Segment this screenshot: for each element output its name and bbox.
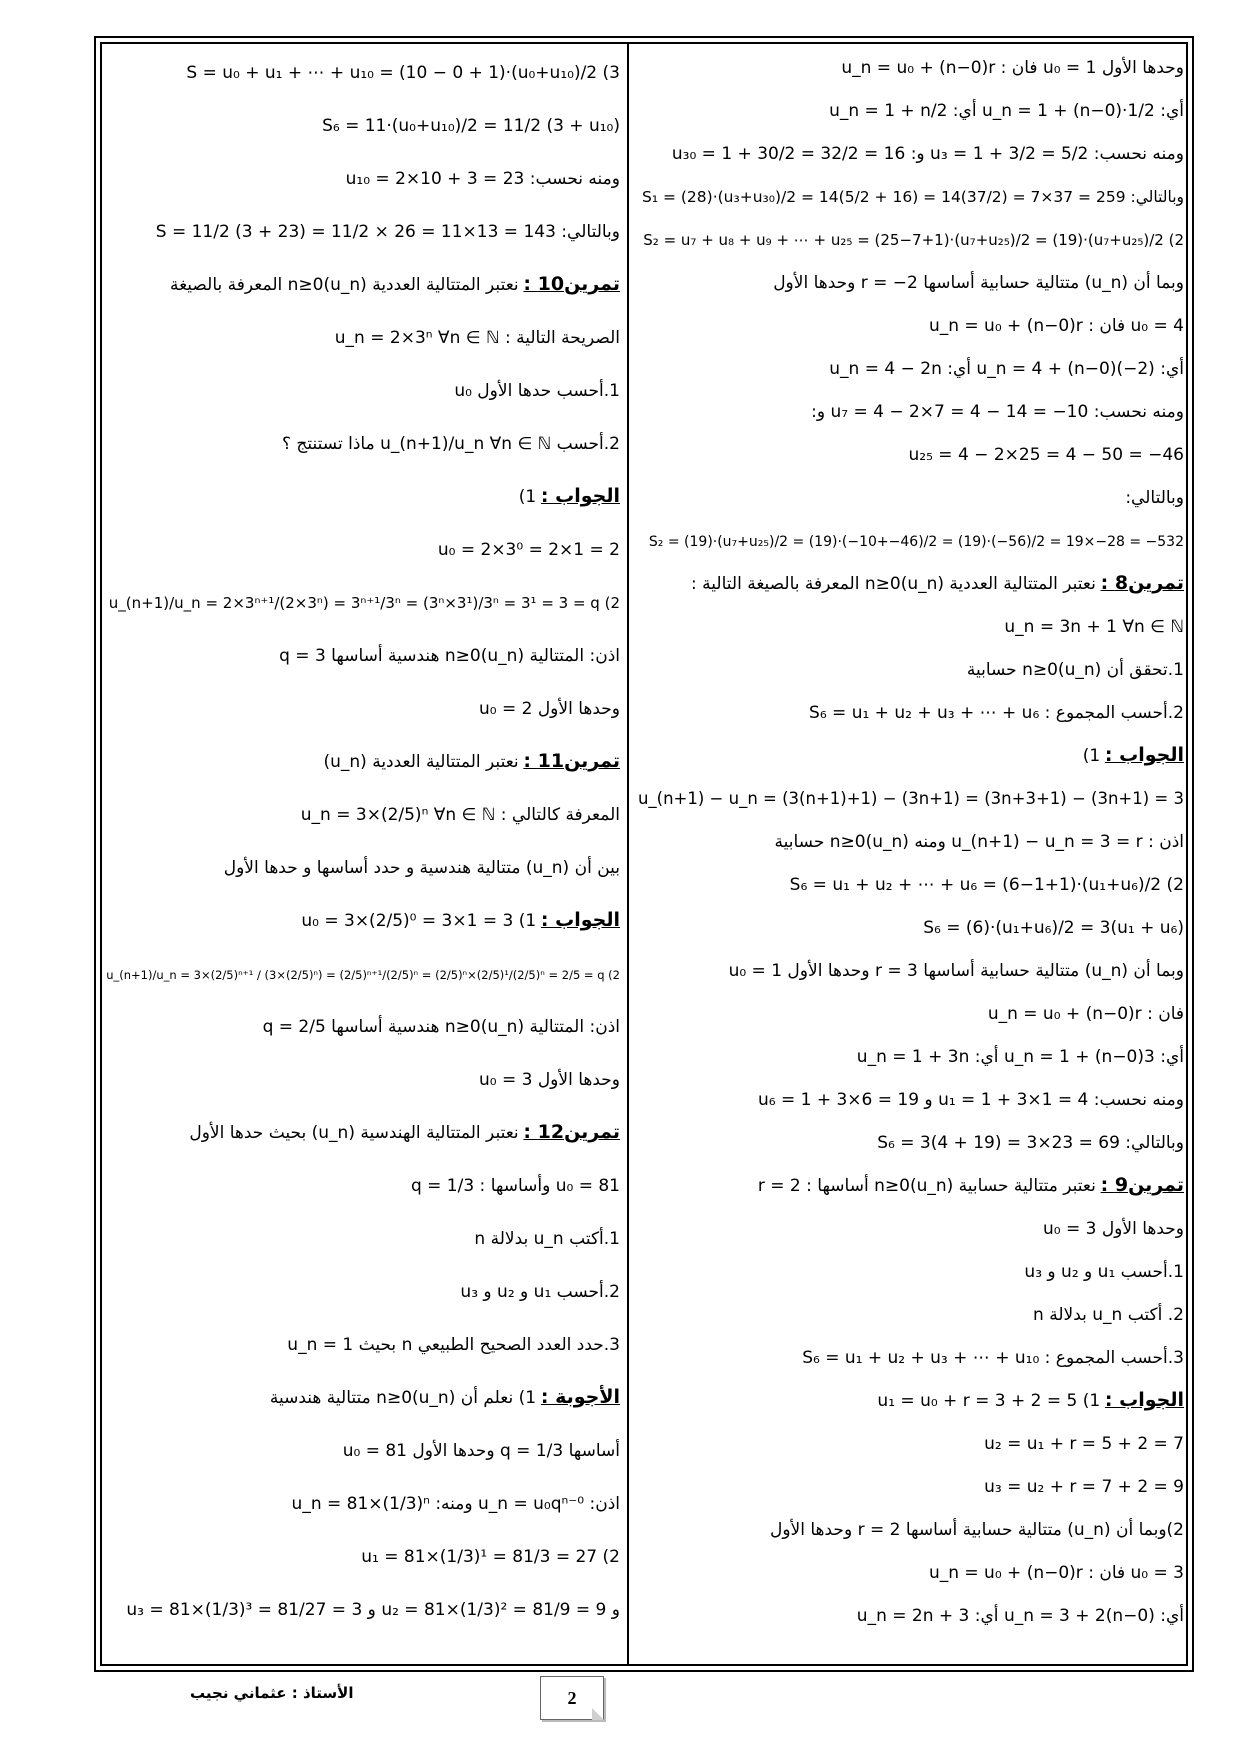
line-text: أساسها q = 1/3 وحدها الأول u₀ = 81 (342, 1441, 620, 1461)
text-line (636, 605, 1184, 648)
exercise-heading-text: 1) u₁ = u₀ + r = 3 + 2 = 5 (877, 1391, 1101, 1411)
exercise-heading-text: 1) نعلم أن (u_n)n≥0 متتالية هندسية (269, 1388, 537, 1408)
text-line (636, 175, 1184, 218)
line-text: وحدها الأول u₀ = 3 (478, 1070, 620, 1090)
text-line (636, 1250, 1184, 1293)
text-line (106, 1424, 620, 1477)
line-text: بين أن (u_n) متتالية هندسية و حدد أساسها و حدها الأول (223, 858, 620, 878)
line-text: 3.أحسب المجموع : S₆ = u₁ + u₂ + u₃ + ⋯ + u₁₀ (802, 1348, 1184, 1368)
line-text: 2)وبما أن (u_n) متتالية حسابية أساسها r = 2 وحدها الأول (769, 1520, 1184, 1540)
exercise-heading-line (636, 734, 1184, 777)
text-line (106, 1053, 620, 1106)
exercise-heading: الأجوبة : (540, 1386, 620, 1408)
text-line (636, 433, 1184, 476)
line-text: اذن : u_(n+1) − u_n = 3 = r ومنه (u_n)n≥0 حسابية (774, 832, 1184, 852)
exercise-heading-line (636, 562, 1184, 605)
text-line (106, 311, 620, 364)
text-line (636, 1293, 1184, 1336)
text-line (106, 417, 620, 470)
text-line (636, 1207, 1184, 1250)
line-text: S₆ = (6)·(u₁+u₆)/2 = 3(u₁ + u₆) (923, 918, 1184, 938)
page-number-box (540, 1676, 604, 1720)
line-text: أي: u_n = 4 + (n−0)(−2) أي: u_n = 4 − 2n (829, 359, 1184, 379)
text-line (636, 863, 1184, 906)
line-text: وبالتالي: S₁ = (28)·(u₃+u₃₀)/2 = 14(5/2 + 16) = 14(37/2) = 7×37 = 259 (641, 188, 1184, 206)
line-text: 2) u₁ = 81×(1/3)¹ = 81/3 = 27 (361, 1547, 620, 1567)
line-text: 2.أحسب u₁ و u₂ و u₃ (460, 1282, 620, 1302)
line-text: 2) S₂ = u₇ + u₈ + u₉ + ⋯ + u₂₅ = (25−7+1)·(u₇+u₂₅)/2 = (19)·(u₇+u₂₅)/2 (643, 231, 1184, 249)
text-line (636, 1551, 1184, 1594)
column-divider (627, 42, 629, 1666)
exercise-heading-text: نعتبر المتتالية العددية (u_n) (323, 752, 519, 772)
exercise-heading: تمرين8 : (1100, 572, 1184, 594)
text-line (636, 691, 1184, 734)
text-line (636, 949, 1184, 992)
exercise-heading-text: نعتبر متتالية حسابية (u_n)n≥0 أساسها : r = 2 (757, 1176, 1096, 1196)
text-line (636, 906, 1184, 949)
line-text: وبالتالي: (1125, 488, 1184, 508)
line-text: أي: u_n = 1 + (n−0)3 أي: u_n = 1 + 3n (856, 1047, 1184, 1067)
line-text: 2.أحسب المجموع : S₆ = u₁ + u₂ + u₃ + ⋯ + u₆ (809, 703, 1184, 723)
text-line (106, 523, 620, 576)
line-text: u₀ = 2×3⁰ = 2×1 = 2 (437, 540, 620, 560)
line-text: 2) u_(n+1)/u_n = 3×(2/5)ⁿ⁺¹ / (3×(2/5)ⁿ) = (2/5)ⁿ⁺¹/(2/5)ⁿ = (2/5)ⁿ×(2/5)¹/(2/5)ⁿ = 2/5 = q (106, 968, 620, 982)
line-text: 1.أحسب u₁ و u₂ و u₃ (1024, 1262, 1184, 1282)
left-column (106, 46, 620, 1636)
line-text: أي: u_n = 3 + 2(n−0) أي: u_n = 2n + 3 (856, 1606, 1184, 1626)
line-text: S₆ = 11·(u₀+u₁₀)/2 = 11/2 (3 + u₁₀) (322, 116, 620, 136)
exercise-heading-line (106, 1106, 620, 1159)
text-line (106, 841, 620, 894)
line-text: u₀ = 4 فان : u_n = u₀ + (n−0)r (928, 316, 1184, 336)
line-text: المعرفة كالتالي : u_n = 3×(2/5)ⁿ ∀n ∈ ℕ (300, 805, 620, 825)
text-line (106, 364, 620, 417)
text-line (106, 1318, 620, 1371)
line-text: وحدها الأول u₀ = 2 (478, 699, 620, 719)
text-line (106, 1583, 620, 1636)
exercise-heading: تمرين11 : (523, 750, 620, 772)
exercise-heading-text: نعتبر المتتالية العددية (u_n)n≥0 المعرفة بالصيغة (169, 275, 519, 295)
line-text: u_(n+1) − u_n = (3(n+1)+1) − (3n+1) = (3n+3+1) − (3n+1) = 3 (637, 789, 1184, 808)
page-number: 2 (567, 1688, 577, 1708)
line-text: وحدها الأول 1 = u₀ فان : u_n = u₀ + (n−0)r (841, 58, 1184, 78)
text-line (106, 99, 620, 152)
exercise-heading-line (636, 1379, 1184, 1422)
exercise-heading: تمرين12 : (523, 1121, 620, 1143)
exercise-heading: الجواب : (540, 485, 620, 507)
line-text: u_n = 3n + 1 ∀n ∈ ℕ (1004, 617, 1184, 637)
line-text: وبالتالي: S₆ = 3(4 + 19) = 3×23 = 69 (877, 1133, 1184, 1153)
exercise-heading: تمرين10 : (523, 273, 620, 295)
line-text: وبما أن (u_n) متتالية حسابية أساسها r = −2 وحدها الأول (773, 273, 1184, 293)
line-text: u₃ = u₂ + r = 7 + 2 = 9 (984, 1477, 1184, 1497)
text-line (636, 89, 1184, 132)
line-text: 2) S₆ = u₁ + u₂ + ⋯ + u₆ = (6−1+1)·(u₁+u₆)/2 (789, 875, 1184, 895)
text-line (636, 1508, 1184, 1551)
text-line (106, 1159, 620, 1212)
line-text: الصريحة التالية : u_n = 2×3ⁿ ∀n ∈ ℕ (334, 328, 620, 348)
text-line (106, 947, 620, 1000)
text-line (106, 46, 620, 99)
text-line (636, 347, 1184, 390)
line-text: اذن: u_n = u₀qⁿ⁻⁰ ومنه: u_n = 81×(1/3)ⁿ (291, 1494, 620, 1514)
exercise-heading: الجواب : (1104, 744, 1184, 766)
text-line (106, 1530, 620, 1583)
text-line (106, 788, 620, 841)
exercise-heading-line (636, 1164, 1184, 1207)
exercise-heading-text: 1) u₀ = 3×(2/5)⁰ = 3×1 = 3 (301, 911, 537, 931)
text-line (636, 1078, 1184, 1121)
exercise-heading: تمرين9 : (1100, 1174, 1184, 1196)
line-text: 1.تحقق أن (u_n)n≥0 حسابية (966, 660, 1184, 680)
line-text: ومنه نحسب: u₇ = 4 − 2×7 = 4 − 14 = −10 و: (811, 402, 1184, 422)
exercise-heading: الجواب : (540, 909, 620, 931)
text-line (636, 1465, 1184, 1508)
line-text: 1.أكتب u_n بدلالة n (474, 1229, 620, 1249)
text-line (636, 218, 1184, 261)
line-text: 2. أكتب u_n بدلالة n (1033, 1305, 1184, 1325)
text-line (636, 132, 1184, 175)
text-line (636, 476, 1184, 519)
line-text: u₂ = u₁ + r = 5 + 2 = 7 (984, 1434, 1184, 1454)
page-curl-icon (592, 1708, 604, 1720)
text-line (636, 1594, 1184, 1637)
text-line (636, 1336, 1184, 1379)
text-line (106, 576, 620, 629)
text-line (636, 1035, 1184, 1078)
text-line (106, 205, 620, 258)
exercise-heading-line (106, 258, 620, 311)
author-name: الأستاذ : عثماني نجيب (190, 1684, 354, 1702)
text-line (636, 46, 1184, 89)
line-text: وبالتالي: S = 11/2 (3 + 23) = 11/2 × 26 = 11×13 = 143 (155, 222, 620, 242)
exercise-heading-line (106, 1371, 620, 1424)
text-line (106, 1212, 620, 1265)
right-column (636, 46, 1184, 1637)
text-line (636, 820, 1184, 863)
line-text: 3) S = u₀ + u₁ + ⋯ + u₁₀ = (10 − 0 + 1)·(u₀+u₁₀)/2 (186, 63, 620, 83)
text-line (106, 1265, 620, 1318)
line-text: 2.أحسب u_(n+1)/u_n ∀n ∈ ℕ ماذا تستنتج ؟ (282, 434, 620, 454)
exercise-heading-text: 1) (1082, 746, 1101, 766)
line-text: و u₂ = 81×(1/3)² = 81/9 = 9 و u₃ = 81×(1/3)³ = 81/27 = 3 (126, 1600, 620, 1620)
text-line (636, 1422, 1184, 1465)
line-text: S₂ = (19)·(u₇+u₂₅)/2 = (19)·(−10+−46)/2 = (19)·(−56)/2 = 19×−28 = −532 (648, 534, 1184, 550)
line-text: 2) u_(n+1)/u_n = 2×3ⁿ⁺¹/(2×3ⁿ) = 3ⁿ⁺¹/3ⁿ = (3ⁿ×3¹)/3ⁿ = 3¹ = 3 = q (108, 594, 620, 612)
exercise-heading-line (106, 470, 620, 523)
line-text: ومنه نحسب: u₁₀ = 2×10 + 3 = 23 (345, 169, 620, 189)
exercise-heading: الجواب : (1104, 1389, 1184, 1411)
exercise-heading-text: 1) (518, 487, 537, 507)
text-line (636, 390, 1184, 433)
text-line (106, 1477, 620, 1530)
line-text: ومنه نحسب: u₁ = 1 + 3×1 = 4 و u₆ = 1 + 3×6 = 19 (757, 1090, 1184, 1110)
text-line (106, 629, 620, 682)
exercise-heading-line (106, 894, 620, 947)
text-line (636, 1121, 1184, 1164)
line-text: u₂₅ = 4 − 2×25 = 4 − 50 = −46 (908, 445, 1184, 465)
line-text: ومنه نحسب: u₃ = 1 + 3/2 = 5/2 و: u₃₀ = 1 + 30/2 = 32/2 = 16 (671, 144, 1184, 164)
line-text: وبما أن (u_n) متتالية حسابية أساسها r = 3 وحدها الأول u₀ = 1 (728, 961, 1184, 981)
text-line (636, 304, 1184, 347)
line-text: u₀ = 3 فان : u_n = u₀ + (n−0)r (928, 1563, 1184, 1583)
text-line (636, 777, 1184, 820)
text-line (106, 1000, 620, 1053)
line-text: اذن: المتتالية (u_n)n≥0 هندسية أساسها q = 2/5 (262, 1017, 620, 1037)
exercise-heading-line (106, 735, 620, 788)
line-text: اذن: المتتالية (u_n)n≥0 هندسية أساسها q = 3 (279, 646, 620, 666)
text-line (636, 261, 1184, 304)
line-text: فان : u_n = u₀ + (n−0)r (987, 1004, 1184, 1024)
exercise-heading-text: نعتبر المتتالية الهندسية (u_n) بحيث حدها الأول (189, 1123, 519, 1143)
line-text: u₀ = 81 وأساسها : q = 1/3 (410, 1176, 620, 1196)
text-line (636, 992, 1184, 1035)
text-line (106, 682, 620, 735)
exercise-heading-text: نعتبر المتتالية العددية (u_n)n≥0 المعرفة بالصيغة التالية : (691, 574, 1096, 594)
line-text: 3.حدد العدد الصحيح الطبيعي n بحيث u_n = 1 (287, 1335, 620, 1355)
line-text: 1.أحسب حدها الأول u₀ (454, 381, 620, 401)
text-line (636, 648, 1184, 691)
text-line (106, 152, 620, 205)
line-text: أي: u_n = 1 + (n−0)·1/2 أي: u_n = 1 + n/2 (829, 101, 1184, 121)
text-line (636, 519, 1184, 562)
line-text: وحدها الأول u₀ = 3 (1042, 1219, 1184, 1239)
